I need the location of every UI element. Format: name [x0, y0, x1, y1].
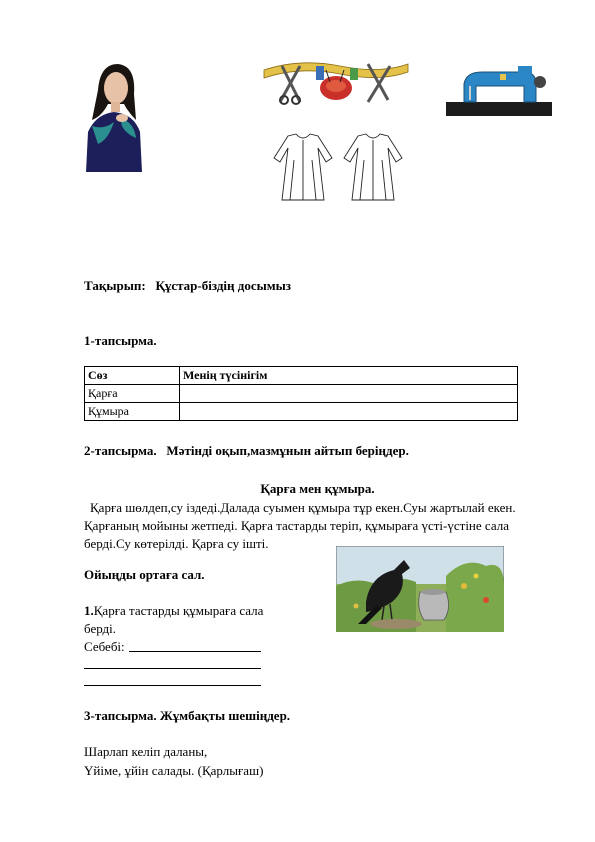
table-row [85, 403, 518, 421]
task2-heading: 2-тапсырма. [84, 443, 157, 458]
answer-line [84, 668, 261, 669]
story-text [84, 499, 524, 553]
task3-heading: 3-тапсырма. Жұмбақты шешіңдер. [84, 708, 291, 723]
story-title: Қарға мен құмыра. [260, 481, 375, 496]
sewing-tools-image [260, 56, 412, 108]
question-block [84, 602, 263, 656]
answer-line [84, 685, 261, 686]
crow-and-jug-image [336, 546, 504, 632]
table-header-row [85, 367, 518, 385]
table-row [85, 385, 518, 403]
task2-heading-line [84, 443, 409, 459]
woman-portrait-image [78, 60, 150, 172]
answer-line [129, 651, 261, 652]
topic-line [84, 278, 291, 294]
table-cell-word: Қарға [85, 385, 180, 403]
table-cell-meaning [180, 385, 518, 403]
table-cell-word: Құмыра [85, 403, 180, 421]
story-line: берді.Су көтерілді. Қарға су ішті. [84, 536, 269, 551]
prompt-text: Ойыңды ортаға сал. [84, 567, 205, 582]
table-header-word: Сөз [85, 367, 180, 385]
dress-sketch-image [266, 130, 414, 204]
topic-label: Тақырып: [84, 278, 146, 293]
words-table [84, 366, 518, 421]
task1-heading: 1-тапсырма. [84, 333, 157, 348]
question-line: Қарға тастарды құмыраға сала [93, 603, 264, 618]
because-label: Себебі: [84, 639, 125, 654]
question-line: берді. [84, 621, 117, 636]
sewing-machine-image [444, 60, 554, 120]
topic-title: Құстар-біздің досымыз [155, 278, 291, 293]
riddle-line: Шарлап келіп даланы, [84, 744, 208, 759]
table-header-meaning: Менің түсінігім [180, 367, 518, 385]
table-cell-meaning [180, 403, 518, 421]
riddle-line: Үйіме, ұйін салады. (Қарлығаш) [84, 763, 264, 778]
story-line: Қарғаның мойыны жетпеді. Қарға тастарды теріп, құмыраға үсті-үстіне сала [84, 518, 509, 533]
task2-instruction: Мәтінді оқып,мазмұнын айтып беріңдер. [166, 443, 409, 458]
story-line: Қарға шөлдеп,су іздеді.Далада суымен құмыра тұр екен.Суы жартылай екен. [90, 500, 516, 515]
question-number: 1. [84, 603, 94, 618]
riddle-text [84, 742, 263, 780]
